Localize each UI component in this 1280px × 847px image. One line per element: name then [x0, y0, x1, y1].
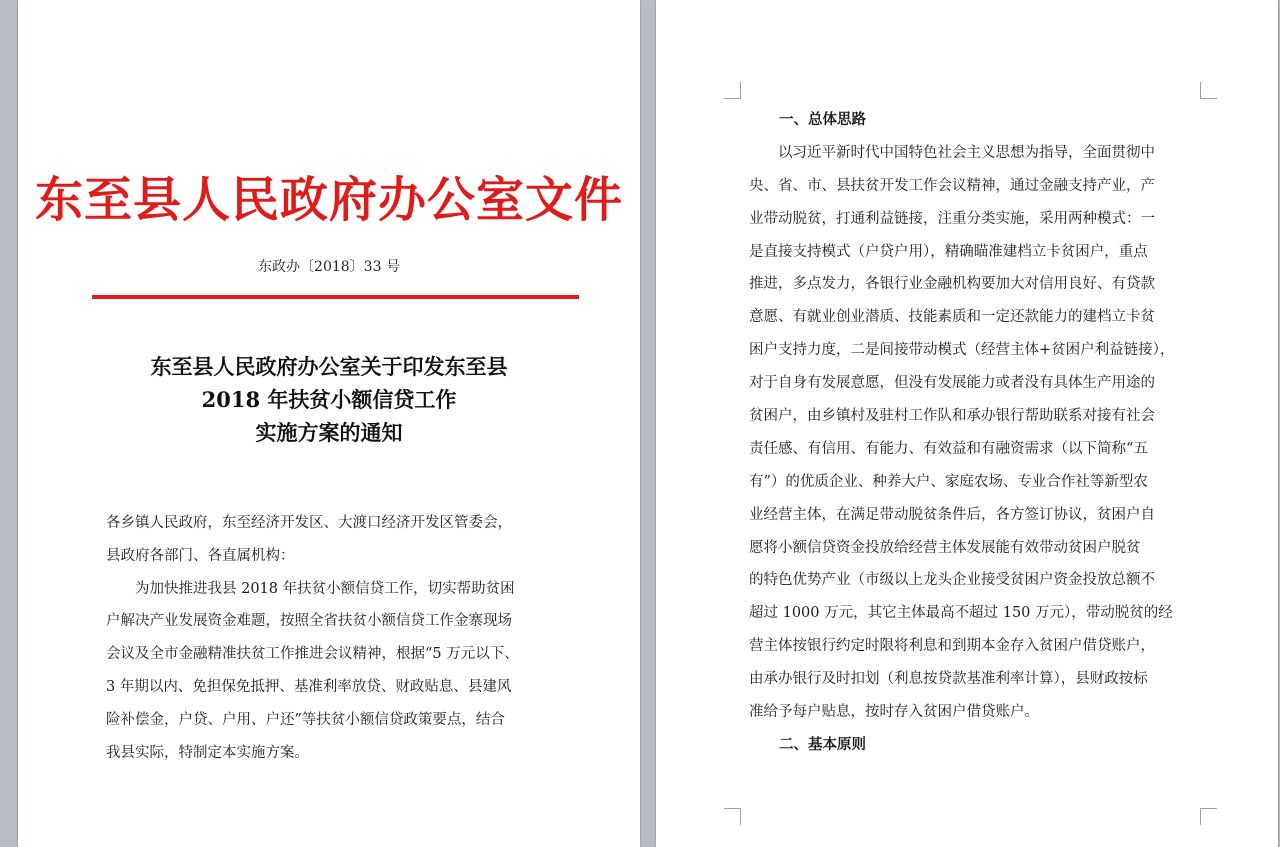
title-line: 东至县人民政府办公室关于印发东至县	[150, 354, 508, 379]
body-text-right	[749, 104, 1204, 762]
document-page-left	[18, 0, 640, 847]
text-line: 准给予每户贴息，按时存入贫困户借贷账户。	[749, 704, 1039, 721]
red-header-title: 东至县人民政府办公室文件	[34, 172, 623, 228]
crop-mark-bottom-left	[724, 808, 741, 825]
text-line: 愿将小额信贷资金投放给经营主体发展能有效带动贫困户脱贫	[749, 539, 1141, 556]
text-line: 对于自身有发展意愿，但没有发展能力或者没有具体生产用途的	[749, 375, 1155, 392]
text-line: 超过 1000 万元，其它主体最高不超过 150 万元），带动脱贫的经	[749, 605, 1173, 622]
text-line: 户解决产业发展资金难题，按照全省扶贫小额信贷工作金寨现场	[106, 613, 512, 630]
document-number: 东政办〔2018〕33 号	[258, 259, 400, 275]
text-line: 险补偿金，户贷、户用、户还”等扶贫小额信贷政策要点，结合	[106, 711, 505, 728]
title-line: 2018 年扶贫小额信贷工作	[201, 387, 457, 412]
text-line: 困户支持力度，二是间接带动模式（经营主体+贫困户利益链接），	[749, 342, 1175, 359]
text-line: 是直接支持模式（户贷户用），精确瞄准建档立卡贫困户，重点	[749, 243, 1148, 260]
text-line: 我县实际，特制定本实施方案。	[106, 744, 309, 761]
title-line: 实施方案的通知	[255, 420, 403, 445]
text-line: 的特色优势产业（市级以上龙头企业接受贫困户资金投放总额不	[749, 572, 1155, 589]
text-line: 有”）的优质企业、种养大户、家庭农场、专业合作社等新型农	[749, 473, 1148, 490]
crop-mark-top-left	[724, 82, 741, 99]
text-line: 推进，多点发力，各银行业金融机构要加大对信用良好、有贷款	[749, 276, 1155, 293]
text-line: 由承办银行及时扣划（利息按贷款基准利率计算），县财政按标	[749, 671, 1148, 688]
text-line: 贫困户，由乡镇村及驻村工作队和承办银行帮助联系对接有社会	[749, 408, 1155, 425]
crop-mark-bottom-right	[1200, 808, 1217, 825]
text-line: 营主体按银行约定时限将利息和到期本金存入贫困户借贷账户，	[749, 638, 1155, 655]
section-heading: 二、基本原则	[779, 735, 866, 753]
text-line: 为加快推进我县 2018 年扶贫小额信贷工作，切实帮助贫困	[106, 580, 515, 597]
red-divider-line	[92, 295, 579, 299]
body-text-left	[106, 507, 571, 769]
text-line: 责任感、有信用、有能力、有效益和有融资需求（以下简称“五	[749, 440, 1148, 457]
text-line: 业经营主体，在满足带动脱贫条件后，各方签订协议，贫困户自	[749, 506, 1155, 523]
text-line: 业带动脱贫，打通利益链接，注重分类实施，采用两种模式：一	[749, 210, 1155, 227]
text-line: 3 年期以内、免担保免抵押、基准利率放贷、财政贴息、县建风	[106, 678, 512, 695]
text-line: 会议及全市金融精准扶贫工作推进会议精神，根据“5 万元以下、	[106, 646, 519, 663]
section-heading: 一、总体思路	[779, 111, 866, 128]
document-page-right	[656, 0, 1278, 847]
crop-mark-top-right	[1200, 82, 1217, 99]
text-line: 央、省、市、县扶贫开发工作会议精神，通过金融支持产业，产	[749, 177, 1155, 194]
text-line: 县政府各部门、各直属机构：	[106, 547, 295, 564]
text-line: 意愿、有就业创业潜质、技能素质和一定还款能力的建档立卡贫	[749, 309, 1155, 326]
text-line: 以习近平新时代中国特色社会主义思想为指导，全面贯彻中	[749, 144, 1155, 161]
document-title	[18, 350, 640, 449]
text-line: 各乡镇人民政府，东至经济开发区、大渡口经济开发区管委会，	[106, 515, 512, 531]
